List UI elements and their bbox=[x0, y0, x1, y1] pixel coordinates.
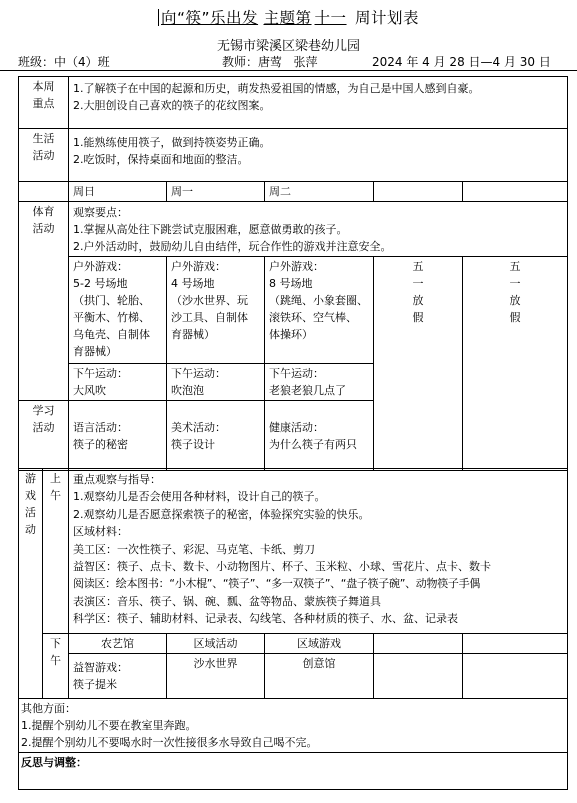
pm-header-tue: 区域游戏 bbox=[265, 634, 374, 654]
afternoon-sun: 下午运动： 大风吹 bbox=[69, 364, 167, 401]
day-header-blank bbox=[463, 182, 568, 202]
outdoor-sun: 户外游戏： 5-2 号场地 （拱门、轮胎、 平衡木、竹梯、 乌龟壳、自制体 育器械） bbox=[69, 257, 167, 364]
info-line bbox=[0, 53, 577, 71]
study-mon: 美术活动： 筷子设计 bbox=[167, 401, 265, 471]
teacher-label: 教师：唐莺 张萍 bbox=[222, 55, 318, 69]
material-item: 科学区：筷子、辅助材料、记录表、勾线笔、各种材质的筷子、水、盆、记录表 bbox=[73, 612, 458, 626]
outdoor-mon: 户外游戏： 4 号场地 （沙水世界、玩 沙工具、自制体 育器械） bbox=[167, 257, 265, 364]
holiday-wed: 五 一 放 假 bbox=[374, 257, 463, 471]
materials-title: 区域材料： bbox=[73, 525, 128, 539]
study-label: 学习活动 bbox=[19, 401, 69, 471]
life-item: 2.吃饭时，保持桌面和地面的整洁。 bbox=[73, 153, 249, 166]
outdoor-tue: 户外游戏： 8 号场地 （跳绳、小象套圈、 滚铁环、空气棒、 体操环） bbox=[265, 257, 374, 364]
school-name: 无锡市梁溪区梁巷幼儿园 bbox=[216, 39, 360, 54]
pm-cell-sun: 益智游戏： 筷子提米 bbox=[69, 654, 167, 699]
day-header-sun: 周日 bbox=[69, 182, 167, 202]
material-item: 益智区：筷子、点卡、数卡、小动物图片、杯子、玉米粒、小球、雪花片、点卡、数卡 bbox=[73, 560, 491, 574]
life-label: 生活活动 bbox=[19, 129, 69, 182]
reflection-title: 反思与调整： bbox=[21, 756, 87, 769]
theme-name: 向“筷”乐出发 bbox=[161, 9, 259, 27]
pm-header-mon: 区域活动 bbox=[167, 634, 265, 654]
game-afternoon-label: 下午 bbox=[43, 634, 69, 699]
sports-observe-item: 1.掌握从高处往下跳尝试克服困难，愿意做勇敢的孩子。 bbox=[73, 223, 348, 236]
material-item: 美工区：一次性筷子、彩泥、马克笔、卡纸、剪刀 bbox=[73, 542, 315, 556]
sports-observe-item: 2.户外活动时，鼓励幼儿自由结伴，玩合作性的游戏并注意安全。 bbox=[73, 240, 392, 253]
sports-observe bbox=[69, 202, 568, 257]
sports-label: 体育活动 bbox=[19, 202, 69, 401]
other-item: 2.提醒个别幼儿不要喝水时一次性接很多水导致自己喝不完。 bbox=[21, 736, 318, 749]
life-content bbox=[69, 129, 568, 182]
other-title: 其他方面： bbox=[21, 702, 76, 715]
game-observe-title: 重点观察与指导： bbox=[73, 473, 161, 486]
focus-content bbox=[69, 77, 568, 129]
focus-label: 本周重点 bbox=[19, 77, 69, 129]
life-item: 1.能熟练使用筷子，做到持筷姿势正确。 bbox=[73, 136, 271, 149]
text-cursor bbox=[158, 9, 159, 26]
plan-title-suffix: 周计划表 bbox=[354, 9, 419, 27]
game-table bbox=[18, 468, 568, 790]
study-tue: 健康活动： 为什么筷子有两只 bbox=[265, 401, 374, 471]
pm-header-blank bbox=[463, 634, 568, 654]
material-item: 表演区：音乐、筷子、锅、碗、瓢、盆等物品、蒙族筷子舞道具 bbox=[73, 594, 381, 608]
afternoon-mon: 下午运动： 吹泡泡 bbox=[167, 364, 265, 401]
game-observe bbox=[69, 469, 568, 634]
game-observe-item: 2.观察幼儿是否愿意探索筷子的秘密，体验探究实验的快乐。 bbox=[73, 507, 370, 521]
theme-week-number: 十一 bbox=[314, 9, 347, 27]
study-sun: 语言活动： 筷子的秘密 bbox=[69, 401, 167, 471]
game-morning-label: 上午 bbox=[43, 469, 69, 634]
day-header-tue: 周二 bbox=[265, 182, 374, 202]
reflection bbox=[19, 753, 568, 790]
pm-header-blank bbox=[374, 634, 463, 654]
weekly-plan-table bbox=[18, 76, 568, 471]
sports-observe-title: 观察要点： bbox=[73, 206, 128, 219]
pm-cell-blank bbox=[374, 654, 463, 699]
focus-item: 1.了解筷子在中国的起源和历史，萌发热爱祖国的情感，为自己是中国人感到自豪。 bbox=[73, 82, 480, 95]
pm-cell-tue: 创意馆 bbox=[265, 654, 374, 699]
game-label: 游戏活动 bbox=[19, 469, 43, 699]
class-label: 班级：中（4）班 bbox=[18, 55, 110, 69]
other-item: 1.提醒个别幼儿不要在教室里奔跑。 bbox=[21, 719, 197, 732]
day-header-blank bbox=[374, 182, 463, 202]
plan-title bbox=[0, 6, 577, 28]
other-notes bbox=[19, 699, 568, 753]
day-header-mon: 周一 bbox=[167, 182, 265, 202]
holiday-thu: 五 一 放 假 bbox=[463, 257, 568, 471]
afternoon-tue: 下午运动： 老狼老狼几点了 bbox=[265, 364, 374, 401]
pm-cell-mon: 沙水世界 bbox=[167, 654, 265, 699]
game-observe-item: 1.观察幼儿是否会使用各种材料，设计自己的筷子。 bbox=[73, 490, 326, 504]
date-range: 2024 年 4 月 28 日—4 月 30 日 bbox=[372, 55, 551, 69]
day-header-blank bbox=[19, 182, 69, 202]
focus-item: 2.大胆创设自己喜欢的筷子的花纹图案。 bbox=[73, 99, 271, 112]
pm-header-sun: 农艺馆 bbox=[69, 634, 167, 654]
material-item: 阅读区：绘本图书：“小木棍”、“筷子”、“多一双筷子”、“盘子筷子碗”、动物筷子手偶 bbox=[73, 577, 480, 591]
pm-cell-blank bbox=[463, 654, 568, 699]
theme-week-label: 主题第 bbox=[263, 9, 312, 27]
